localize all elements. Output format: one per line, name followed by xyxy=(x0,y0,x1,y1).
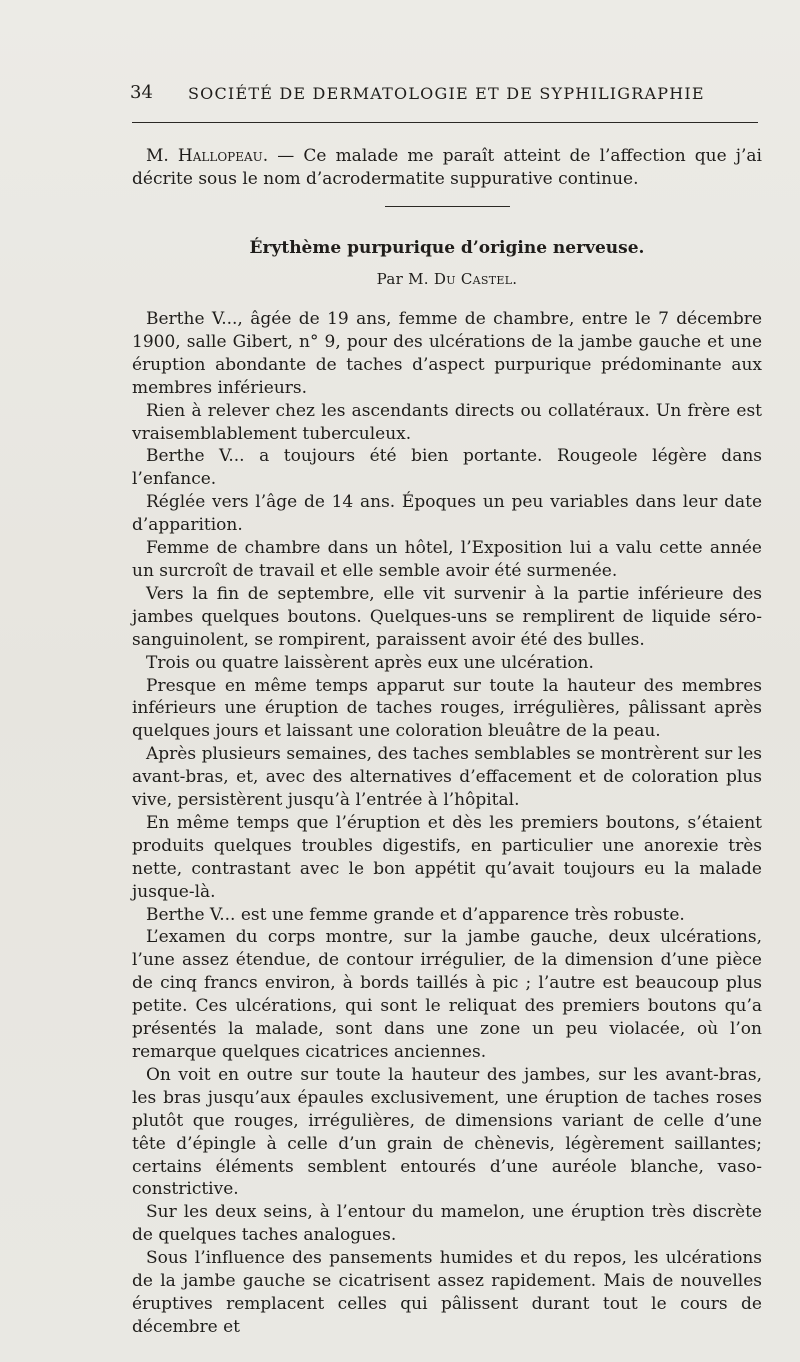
section-divider xyxy=(385,206,510,207)
paragraph: On voit en outre sur toute la hauteur des jambes, sur les avant-bras, les bras jusqu’aux épaules exclusivement, une éruption de taches roses plutôt que rouges, irrégulières, de dimensions variant de celle d’une tête d’épingle à celle d’un grain de chènevis, légèrement saillantes; certains éléments semblent entourés d’une auréole blanche, vaso-constrictive. xyxy=(132,1064,762,1200)
paragraph: Presque en même temps apparut sur toute la hauteur des membres inférieurs une éruption de taches rouges, irrégulières, pâlissant après quelques jours et laissant une coloration bleuâtre de la peau. xyxy=(132,675,762,742)
paragraph: Sous l’influence des pansements humides et du repos, les ulcérations de la jambe gauche se cicatrisent assez rapidement. Mais de nouvelles éruptives remplacent celles qui pâlissent durant tout le cours de décembre et xyxy=(132,1248,762,1337)
paragraph: Berthe V... est une femme grande et d’apparence très robuste. xyxy=(146,904,685,925)
paragraph: Berthe V..., âgée de 19 ans, femme de chambre, entre le 7 décembre 1900, salle Gibert, n° 9, pour des ulcérations de la jambe gauche et une éruption abondante de taches d’aspect purpurique prédominante aux membres inférieurs. xyxy=(132,309,762,398)
article-title: Érythème purpurique d’origine nerveuse. xyxy=(249,238,645,258)
header-rule xyxy=(132,122,758,123)
paragraph: Réglée vers l’âge de 14 ans. Époques un peu variables dans leur date d’apparition. xyxy=(132,492,762,536)
paragraph: Berthe V... a toujours été bien portante. Rougeole légère dans l’enfance. xyxy=(132,446,762,490)
paragraph: Sur les deux seins, à l’entour du mamelon, une éruption très discrète de quelques taches analogues. xyxy=(132,1202,762,1246)
paragraph: En même temps que l’éruption et dès les premiers boutons, s’étaient produits quelques troubles digestifs, en particulier une anorexie très nette, contrastant avec le bon appétit qu’avait toujours eu la malade jusque-là. xyxy=(132,812,762,902)
page-number: 34 xyxy=(130,82,153,103)
intro-text: — Ce malade me paraît atteint de l’affection que j’ai décrite sous le nom d’acrodermatite suppurative continue. xyxy=(132,146,762,189)
journal-title: SOCIÉTÉ DE DERMATOLOGIE ET DE SYPHILIGRAPHIE xyxy=(188,84,705,103)
paragraph: Vers la fin de septembre, elle vit survenir à la partie inférieure des jambes quelques boutons. Quelques-uns se remplirent de liquide séro-sanguinolent, se rompirent, paraissent avoir été des bulles. xyxy=(132,583,762,650)
paragraph: Après plusieurs semaines, des taches semblables se montrèrent sur les avant-bras, et, avec des alternatives d’effacement et de coloration plus vive, persistèrent jusqu’à l’entrée à l’hôpital. xyxy=(132,744,762,811)
paragraph: Trois ou quatre laissèrent après eux une ulcération. xyxy=(146,652,594,673)
byline xyxy=(132,270,762,288)
intro-paragraph xyxy=(132,145,762,191)
author-name: Du Castel. xyxy=(433,270,518,288)
paragraph: L’examen du corps montre, sur la jambe gauche, deux ulcérations, l’une assez étendue, de contour irrégulier, de la dimension d’une pièce de cinq francs environ, à bords taillés à pic ; l’autre est beaucoup plus petite. Ces ulcérations, qui sont le reliquat des premiers boutons qu’a présentés la malade, sont dans une zone un peu violacée, où l’on remarque quelques cicatrices anciennes. xyxy=(132,927,762,1062)
paragraph: Femme de chambre dans un hôtel, l’Exposition lui a valu cette année un surcroît de travail et elle semble avoir été surmenée. xyxy=(132,538,762,581)
byline-prefix: Par M. xyxy=(376,270,434,288)
article-body xyxy=(132,308,762,1339)
speaker-name: M. Hallopeau. xyxy=(146,146,269,166)
paragraph: Rien à relever chez les ascendants directs ou collatéraux. Un frère est vraisemblablement tuberculeux. xyxy=(132,400,762,444)
running-head xyxy=(130,82,764,110)
